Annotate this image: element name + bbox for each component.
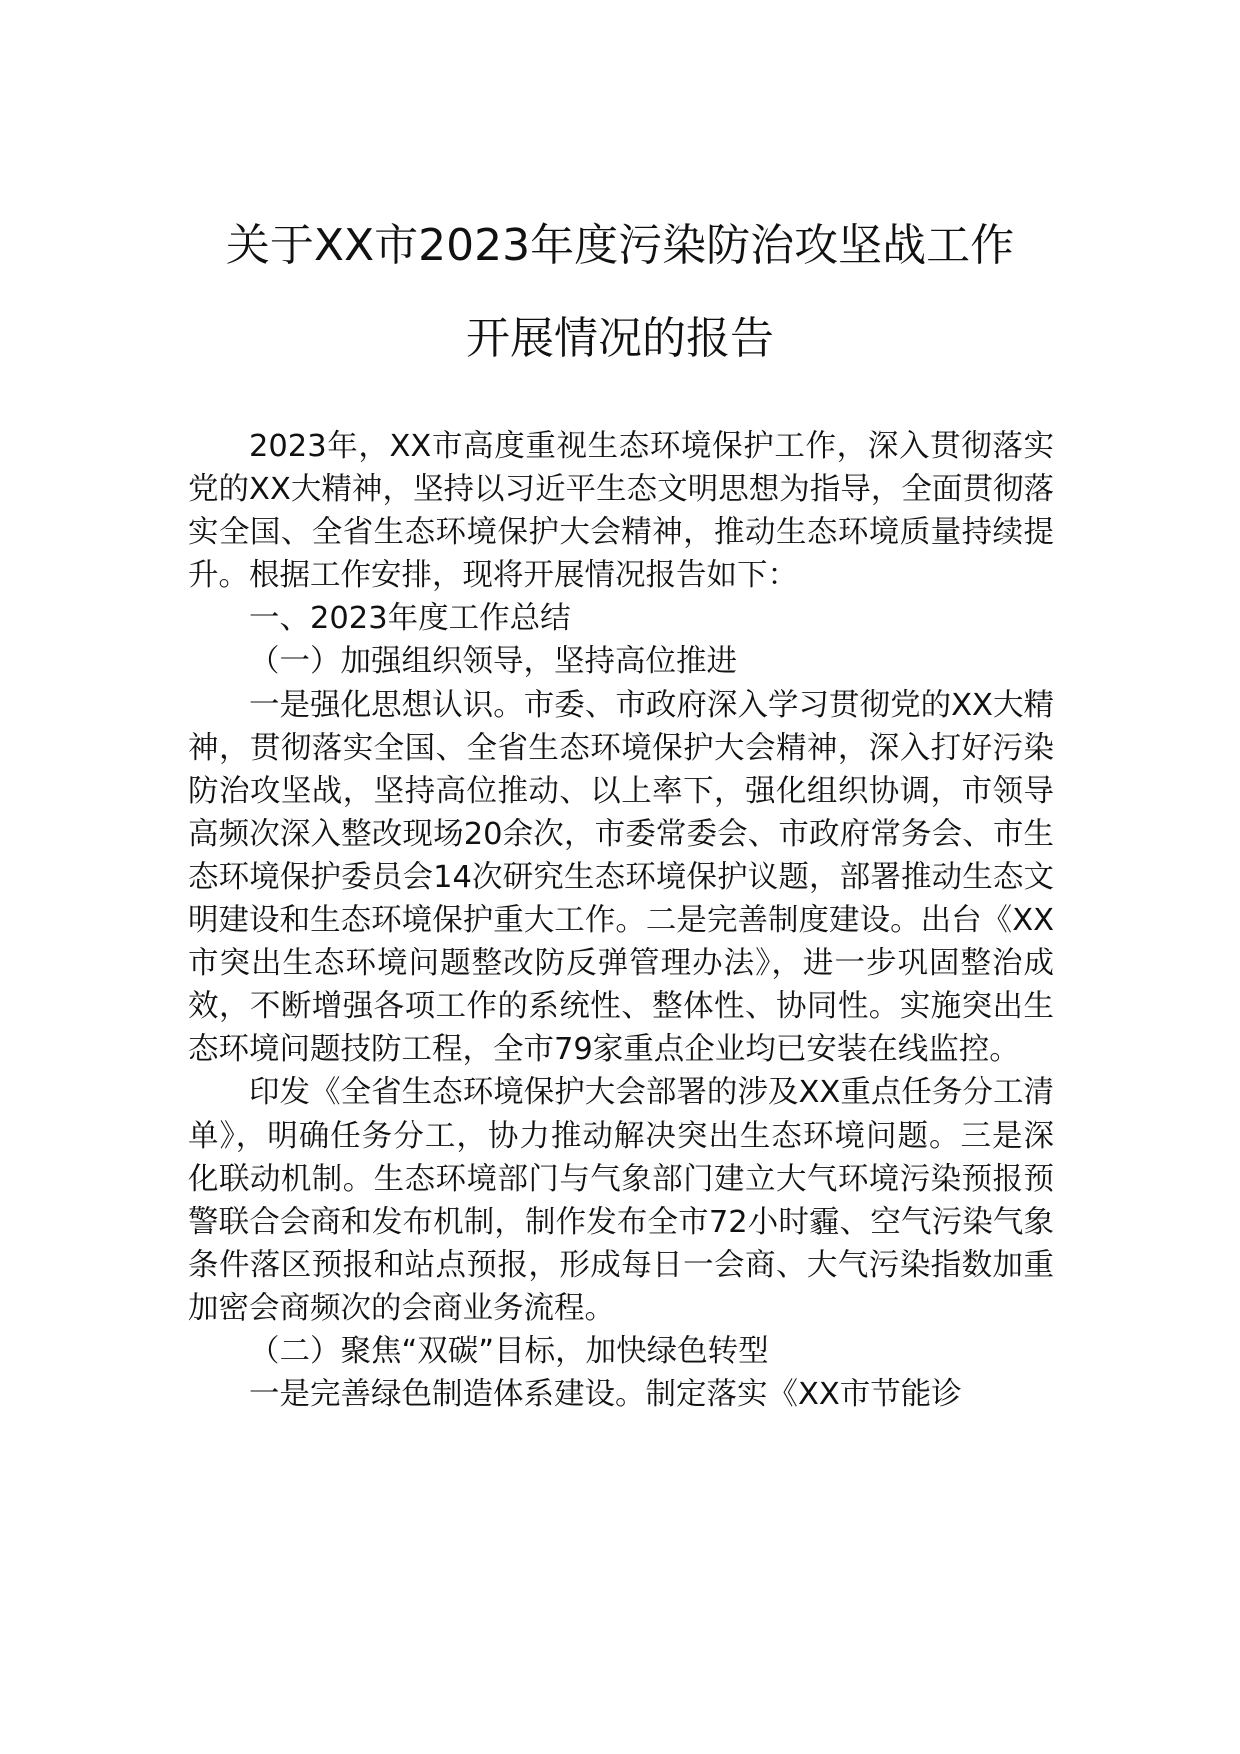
body-paragraph: 一是强化思想认识。市委、市政府深入学习贯彻党的XX大精神，贯彻落实全国、全省生态环境保护大会精神，深入打好污染防治攻坚战，坚持高位推动、以上率下，强化组织协调，市领导高频次深入整改现场20余次，市委常委会、市政府常务会、市生态环境保护委员会14次研究生态环境保护议题，部署推动生态文明建设和生态环境保护重大工作。二是完善制度建设。出台《XX市突出生态环境问题整改防反弹管理办法》，进一步巩固整治成效，不断增强各项工作的系统性、整体性、协同性。实施突出生态环境问题技防工程，全市79家重点企业均已安装在线监控。 — [188, 687, 1054, 1068]
body-paragraph: 一是完善绿色制造体系建设。制定落实《XX市节能诊 — [249, 1377, 962, 1413]
report-title-line-2: 开展情况的报告 — [466, 313, 774, 364]
subsection-heading: （一）加强组织领导，坚持高位推进 — [249, 644, 737, 680]
report-title-line-1: 关于XX市2023年度污染防治攻坚战工作 — [225, 220, 1015, 271]
subsection-heading: （二）聚焦“双碳”目标，加快绿色转型 — [249, 1333, 769, 1369]
body-paragraph: 印发《全省生态环境保护大会部署的涉及XX重点任务分工清单》，明确任务分工，协力推动解决突出生态环境问题。三是深化联动机制。生态环境部门与气象部门建立大气环境污染预报预警联合会商和发布机制，制作发布全市72小时霾、空气污染气象条件落区预报和站点预报，形成每日一会商、大气污染指数加重加密会商频次的会商业务流程。 — [188, 1075, 1054, 1326]
intro-paragraph: 2023年，XX市高度重视生态环境保护工作，深入贯彻落实党的XX大精神，坚持以习近平生态文明思想为指导，全面贯彻落实全国、全省生态环境保护大会精神，推动生态环境质量持续提升。根据工作安排，现将开展情况报告如下： — [188, 429, 1054, 594]
report-body — [188, 425, 1054, 1416]
section-heading: 一、2023年度工作总结 — [249, 601, 571, 637]
